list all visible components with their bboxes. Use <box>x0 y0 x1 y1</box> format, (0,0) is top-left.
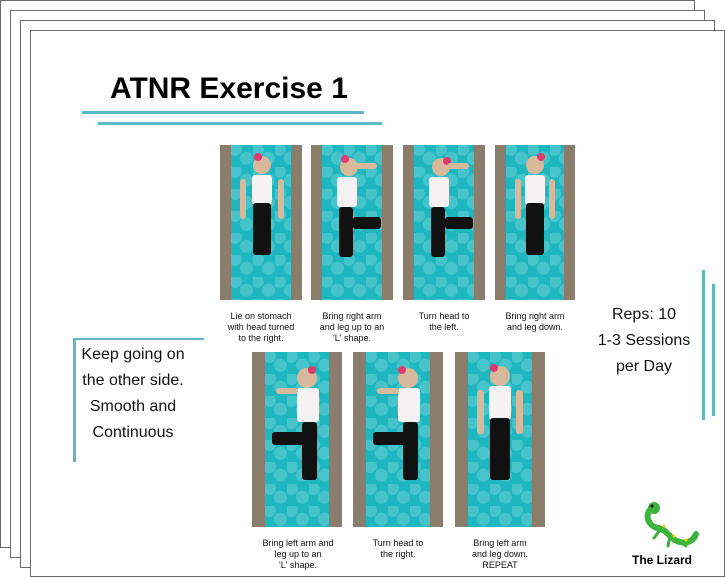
left-note: Keep going on the other side. Smooth and Continuous <box>81 346 185 441</box>
exercise-photo-5 <box>252 352 342 527</box>
step-caption-2: Bring right arm and leg up to an 'L' shape. <box>319 311 385 343</box>
left-accent-bar <box>73 338 76 462</box>
logo-label: The Lizard <box>632 553 693 567</box>
exercise-photo-4 <box>495 145 575 300</box>
right-accent-bar-2 <box>712 284 715 416</box>
exercise-photo-6 <box>353 352 443 527</box>
step-caption-5: Bring left arm and leg up to an 'L' shape. <box>262 538 334 570</box>
step-caption-6: Turn head to the right. <box>372 538 424 559</box>
right-accent-bar-1 <box>702 270 705 420</box>
lizard-logo-icon <box>640 500 700 552</box>
slide-title: ATNR Exercise 1 <box>110 72 348 105</box>
reps-note: Reps: 10 1-3 Sessions per Day <box>597 306 691 375</box>
exercise-photo-2 <box>311 145 393 300</box>
exercise-photo-3 <box>403 145 485 300</box>
title-underline-1 <box>82 111 364 114</box>
left-accent-line <box>76 338 204 340</box>
step-caption-3: Turn head to the left. <box>418 311 470 332</box>
exercise-photo-7 <box>455 352 545 527</box>
title-underline-2 <box>98 122 382 125</box>
step-caption-7: Bring left arm and leg down. REPEAT <box>471 538 529 570</box>
step-caption-4: Bring right arm and leg down. <box>505 311 565 332</box>
step-caption-1: Lie on stomach with head turned to the right. <box>227 311 295 343</box>
exercise-photo-1 <box>220 145 302 300</box>
